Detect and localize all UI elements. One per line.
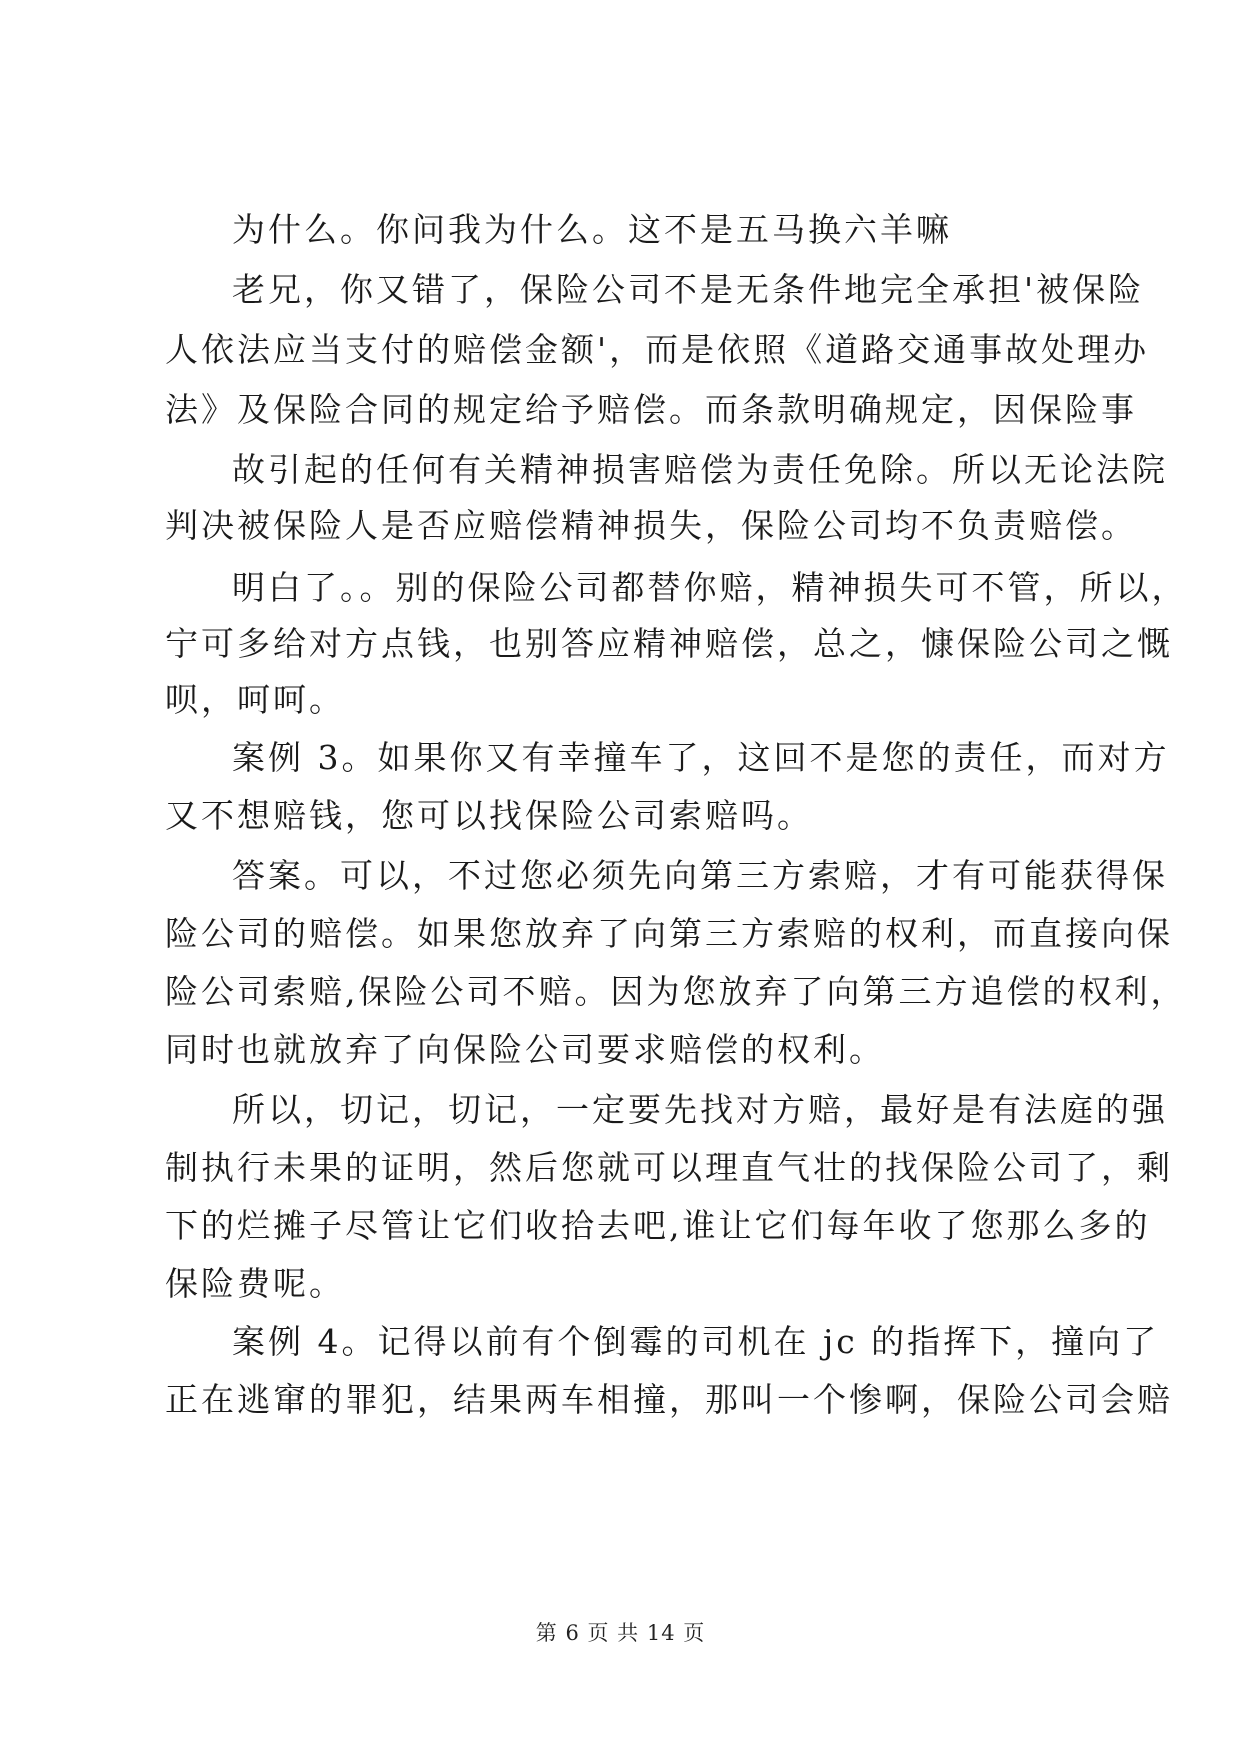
paragraph-6-line-4: 同时也就放弃了向保险公司要求赔偿的权利。 (165, 1030, 885, 1069)
paragraph-7-line-3: 下的烂摊子尽管让它们收拾去吧,谁让它们每年收了您那么多的 (165, 1206, 1151, 1245)
paragraph-2-line-2: 人依法应当支付的赔偿金额'，而是依照《道路交通事故处理办 (165, 330, 1150, 369)
paragraph-2-line-3: 法》及保险合同的规定给予赔偿。而条款明确规定，因保险事 (165, 390, 1137, 429)
paragraph-7-line-4: 保险费呢。 (165, 1264, 345, 1303)
paragraph-7-line-1: 所以，切记，切记，一定要先找对方赔，最好是有法庭的强 (232, 1090, 1168, 1129)
paragraph-1-line-1: 为什么。你问我为什么。这不是五马换六羊嘛 (232, 210, 952, 249)
paragraph-4-line-3: 呗，呵呵。 (165, 680, 345, 719)
paragraph-2-line-1: 老兄，你又错了，保险公司不是无条件地完全承担'被保险 (232, 270, 1145, 309)
paragraph-3-line-2: 判决被保险人是否应赔偿精神损失，保险公司均不负责赔偿。 (165, 506, 1137, 545)
paragraph-5-line-1: 案例 3。如果你又有幸撞车了，这回不是您的责任，而对方 (232, 738, 1170, 777)
page-footer: 第 6 页 共 14 页 (535, 1621, 706, 1645)
paragraph-6-line-1: 答案。可以，不过您必须先向第三方索赔，才有可能获得保 (232, 856, 1168, 895)
paragraph-8-line-1: 案例 4。记得以前有个倒霉的司机在 jc 的指挥下，撞向了 (232, 1322, 1160, 1361)
paragraph-6-line-2: 险公司的赔偿。如果您放弃了向第三方索赔的权利，而直接向保 (165, 914, 1173, 953)
paragraph-5-line-2: 又不想赔钱，您可以找保险公司索赔吗。 (165, 796, 813, 835)
paragraph-4-line-2: 宁可多给对方点钱，也别答应精神赔偿，总之，慷保险公司之慨 (165, 624, 1173, 663)
paragraph-4-line-1: 明白了。。别的保险公司都替你赔，精神损失可不管，所以， (232, 568, 1188, 607)
paragraph-8-line-2: 正在逃窜的罪犯，结果两车相撞，那叫一个惨啊，保险公司会赔 (165, 1380, 1173, 1419)
paragraph-6-line-3: 险公司索赔,保险公司不赔。因为您放弃了向第三方追偿的权利， (165, 972, 1187, 1011)
paragraph-7-line-2: 制执行未果的证明，然后您就可以理直气壮的找保险公司了，剩 (165, 1148, 1173, 1187)
paragraph-3-line-1: 故引起的任何有关精神损害赔偿为责任免除。所以无论法院 (232, 450, 1168, 489)
